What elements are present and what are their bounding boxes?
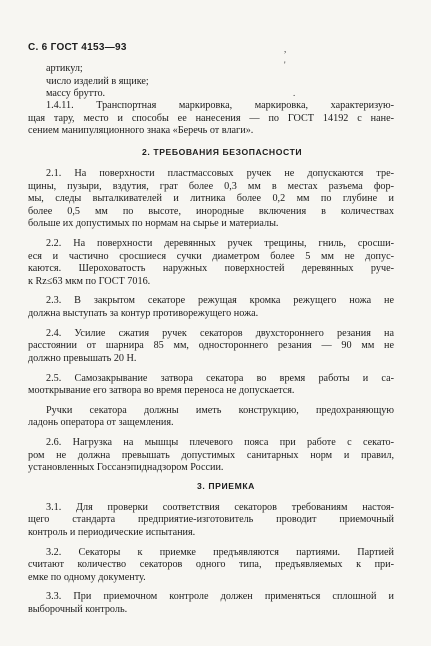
text-line: 2.6. Нагрузка на мышцы плечевого пояса при работе с секато- xyxy=(46,437,394,448)
text-line: 3.2. Секаторы к приемке предъявляются партиями. Партией xyxy=(46,547,394,558)
text-line: щая тару, место и способы ее нанесения — по ГОСТ 14192 с нане- xyxy=(28,113,394,124)
text-line: мооткрывание его затвора во время переноса не допускается. xyxy=(28,385,295,396)
page-header: С. 6 ГОСТ 4153—93 xyxy=(28,42,127,53)
text-line: щего стандарта предприятие-изготовитель проводит приемочный xyxy=(28,514,394,525)
text-line: каются. Шероховатость наружных поверхностей деревянных руче- xyxy=(28,263,394,274)
text-line: еся и частично сросшиеся сучки диаметром более 5 мм не допус- xyxy=(28,251,394,262)
text-line: больше их допустимых по нормам на сырье и материалы. xyxy=(28,218,279,229)
text-line: мы, следы выталкивателей и литника более 0,2 мм по глубине и xyxy=(28,193,394,204)
text-line: считают количество секаторов одного типа, предъявляемых к при- xyxy=(28,559,394,570)
text-line: к Rz≤63 мкм по ГОСТ 7016. xyxy=(28,276,151,287)
text-line: 1.4.11. Транспортная маркировка, маркировка, характеризую- xyxy=(46,100,394,111)
text-line: сением манипуляционного знака «Беречь от влаги». xyxy=(28,125,254,136)
text-line: выборочный контроль. xyxy=(28,604,128,615)
text-line: должна выступать за контур противорежущего ножа. xyxy=(28,308,259,319)
text-line: 3.3. При приемочном контроле должен применяться сплошной и xyxy=(46,591,394,602)
text-line: ладонь оператора от защемления. xyxy=(28,417,174,428)
text-line: массу брутто. xyxy=(46,88,106,99)
text-line: 2.2. На поверхности деревянных ручек трещины, гниль, сросши- xyxy=(46,238,394,249)
text-line: число изделий в ящике; xyxy=(46,76,149,87)
text-line: 2.3. В закрытом секаторе режущая кромка режущего ножа не xyxy=(46,295,394,306)
stray-mark: ' xyxy=(284,60,286,70)
text-line: 3.1. Для проверки соответствия секаторов требованиям настоя- xyxy=(46,502,394,513)
text-line: должно превышать 20 Н. xyxy=(28,353,137,364)
stray-mark: , xyxy=(284,44,287,54)
text-line: 2.5. Самозакрывание затвора секатора во время работы и са- xyxy=(46,373,394,384)
section-heading: 2. ТРЕБОВАНИЯ БЕЗОПАСНОСТИ xyxy=(142,147,303,157)
section-heading: 3. ПРИЕМКА xyxy=(197,481,255,491)
text-line: расстоянии от шарнира 85 мм, одностороннего резания — 90 мм не xyxy=(28,340,394,351)
text-line: Ручки секатора должны иметь конструкцию, предохраняющую xyxy=(46,405,394,416)
text-line: контроль и периодические испытания. xyxy=(28,527,196,538)
text-line: артикул; xyxy=(46,63,83,74)
text-line: 2.1. На поверхности пластмассовых ручек не допускаются тре- xyxy=(46,168,394,179)
text-line: более 0,5 мм по высоте, инородные включения в количествах xyxy=(28,206,394,217)
text-line: установленных Госсанэпиднадзором России. xyxy=(28,462,224,473)
stray-mark: . xyxy=(293,88,296,98)
text-line: ром не должна превышать допустимых санитарных норм и правил, xyxy=(28,450,394,461)
text-line: емке по одному документу. xyxy=(28,572,146,583)
text-line: 2.4. Усилие сжатия ручек секаторов двухстороннего резания на xyxy=(46,328,394,339)
text-line: щины, пузыри, вздутия, грат более 0,3 мм в местах разъема фор- xyxy=(28,181,394,192)
